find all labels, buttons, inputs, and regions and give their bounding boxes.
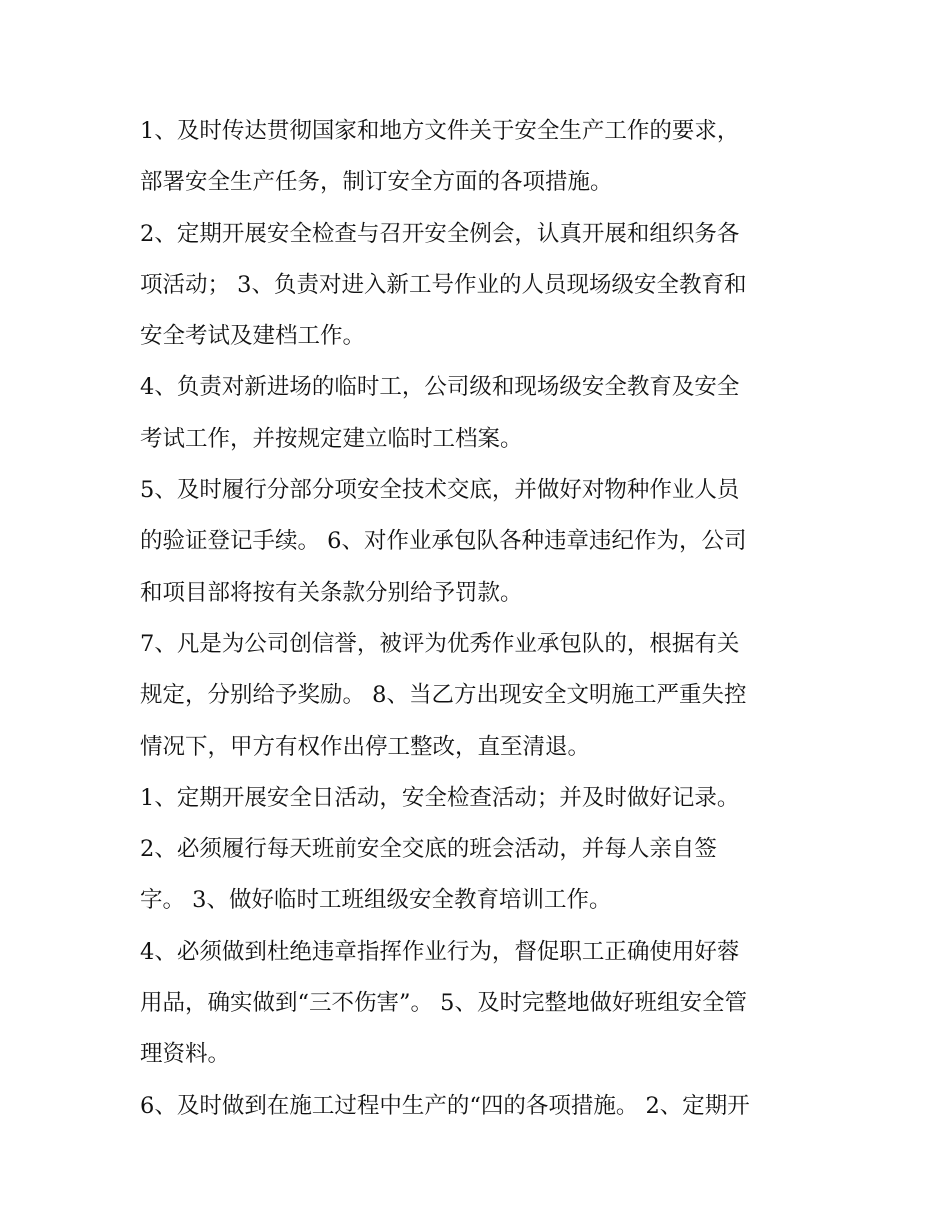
text-line: 1、及时传达贯彻国家和地方文件关于安全生产工作的要求，	[140, 118, 740, 144]
document-body	[140, 106, 820, 1132]
text-line: 字。 3、做好临时工班组级安全教育培训工作。	[140, 887, 612, 914]
text-line: 1、定期开展安全日活动，安全检查活动；并及时做好记录。	[140, 784, 740, 811]
text-line: 2、必须履行每天班前安全交底的班会活动，并每人亲自签	[140, 836, 717, 863]
text-line: 考试工作，并按规定建立临时工档案。	[140, 425, 523, 452]
text-line: 用品，确实做到“三不伤害”。 5、及时完整地做好班组安全管	[140, 990, 747, 1017]
text-line: 2、定期开展安全检查与召开安全例会，认真开展和组织务各	[140, 220, 740, 247]
text-line: 4、必须做到杜绝违章指挥作业行为，督促职工正确使用好蓉	[140, 938, 740, 965]
text-line: 4、负责对新进场的临时工，公司级和现场级安全教育及安全	[140, 374, 740, 401]
text-line: 7、凡是为公司创信誉，被评为优秀作业承包队的，根据有关	[140, 630, 740, 657]
text-line: 部署安全生产任务，制订安全方面的各项措施。	[140, 169, 613, 196]
text-line: 理资料。	[140, 1041, 231, 1068]
text-line: 6、及时做到在施工过程中生产的“四的各项措施。 2、定期开	[140, 1092, 750, 1119]
text-line: 5、及时履行分部分项安全技术交底，并做好对物种作业人员	[140, 477, 740, 504]
text-line: 项活动； 3、负责对进入新工号作业的人员现场级安全教育和	[140, 271, 747, 298]
text-line: 和项目部将按有关条款分别给予罚款。	[140, 579, 523, 606]
text-line: 安全考试及建档工作。	[140, 323, 366, 350]
text-line: 情况下，甲方有权作出停工整改，直至清退。	[140, 733, 591, 760]
text-line: 规定，分别给予奖励。 8、当乙方出现安全文明施工严重失控	[140, 682, 747, 709]
text-line: 的验证登记手续。 6、对作业承包队各种违章违纪作为，公司	[140, 528, 747, 555]
